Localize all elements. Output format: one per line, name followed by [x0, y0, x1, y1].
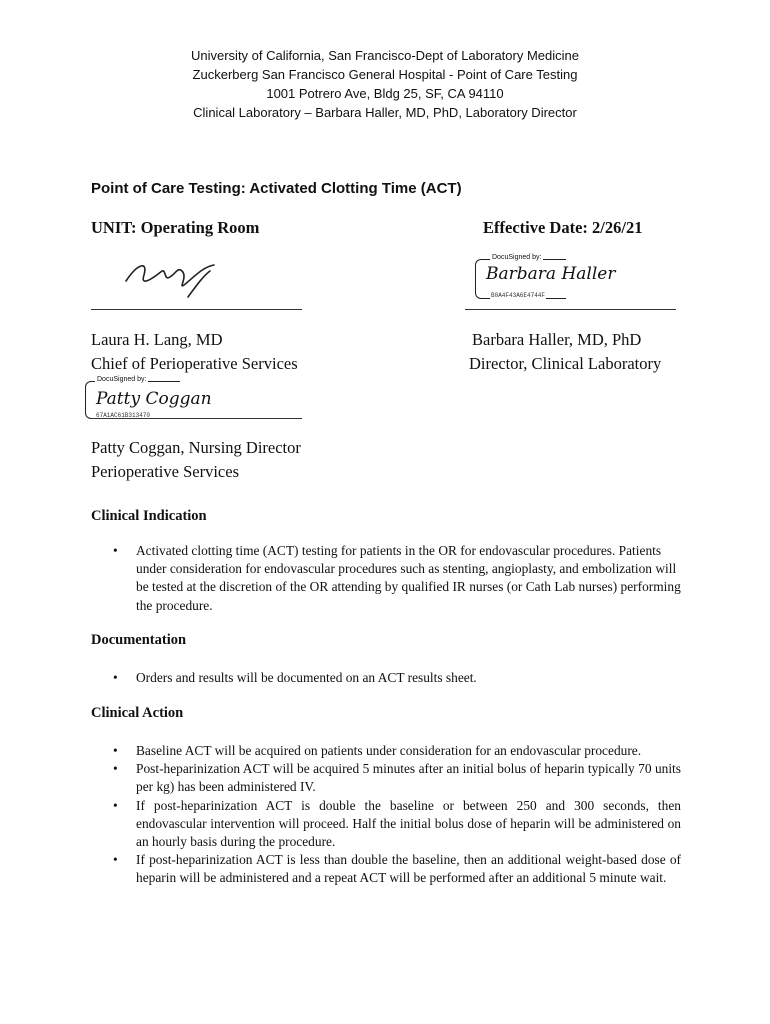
haller-block — [469, 328, 661, 376]
lang-name: Laura H. Lang, MD — [91, 330, 223, 349]
list-item: • Activated clotting time (ACT) testing for patients in the OR for endovascular procedures. Patients under consideration for endovascular procedures such as stenting, angioplasty, and embolization will be tested at the discretion of the OR attending by qualified IR nurses (or Cath Lab nurses) performing the procedure. — [113, 542, 681, 615]
haller-docusign-id: B0A4F43A6E4744F — [491, 292, 546, 299]
lang-signature-image — [118, 255, 228, 305]
letterhead — [0, 46, 770, 122]
list-item: • If post-heparinization ACT is double the baseline or between 250 and 300 seconds, then endovascular intervention will proceed. Half the initial bolus dose of heparin will be administered on an hourly basis during the procedure. — [113, 797, 681, 852]
clinical-action-list — [113, 742, 681, 888]
haller-signature-image: Barbara Haller — [486, 264, 616, 284]
coggan-docusign-id: 67A1AC61B313470 — [96, 412, 151, 419]
letterhead-line-1: University of California, San Francisco-Dept of Laboratory Medicine — [190, 48, 579, 63]
haller-title: Director, Clinical Laboratory — [469, 354, 662, 373]
list-item: • Post-heparinization ACT will be acquired 5 minutes after an initial bolus of heparin typically 70 units per kg) has been administered IV. — [113, 760, 681, 796]
document-title: Point of Care Testing: Activated Clotting Time (ACT) — [91, 180, 462, 197]
coggan-block — [91, 436, 301, 484]
coggan-docusign-label: DocuSigned by: — [97, 376, 147, 383]
letterhead-line-2: Zuckerberg San Francisco General Hospital - Point of Care Testing — [192, 67, 578, 82]
clinical-indication-heading: Clinical Indication — [91, 508, 207, 524]
letterhead-line-4: Clinical Laboratory – Barbara Haller, MD, PhD, Laboratory Director — [193, 105, 577, 120]
haller-signature-line — [465, 309, 676, 310]
lang-signature-line — [91, 309, 302, 310]
lang-block — [91, 328, 298, 376]
clinical-action-heading: Clinical Action — [91, 705, 184, 721]
coggan-signature-image: Patty Coggan — [96, 389, 212, 409]
haller-docusign-label: DocuSigned by: — [492, 254, 542, 261]
lang-title: Chief of Perioperative Services — [91, 354, 298, 373]
effective-date: Effective Date: 2/26/21 — [483, 218, 643, 237]
clinical-indication-list — [113, 542, 681, 615]
list-item: • Orders and results will be documented on an ACT results sheet. — [113, 669, 681, 687]
documentation-list — [113, 669, 681, 687]
list-item: • Baseline ACT will be acquired on patients under consideration for an endovascular procedure. — [113, 742, 681, 760]
coggan-title: Perioperative Services — [91, 462, 239, 481]
haller-name: Barbara Haller, MD, PhD — [472, 330, 642, 349]
list-item: • If post-heparinization ACT is less than double the baseline, then an additional weight-based dose of heparin will be administered and a repeat ACT will be performed after an additional 5 minute wait. — [113, 851, 681, 887]
unit-label: UNIT: Operating Room — [91, 218, 260, 237]
documentation-heading: Documentation — [91, 632, 187, 648]
coggan-signature-line — [91, 418, 302, 419]
coggan-name: Patty Coggan, Nursing Director — [91, 438, 301, 457]
letterhead-line-3: 1001 Potrero Ave, Bldg 25, SF, CA 94110 — [266, 86, 504, 101]
